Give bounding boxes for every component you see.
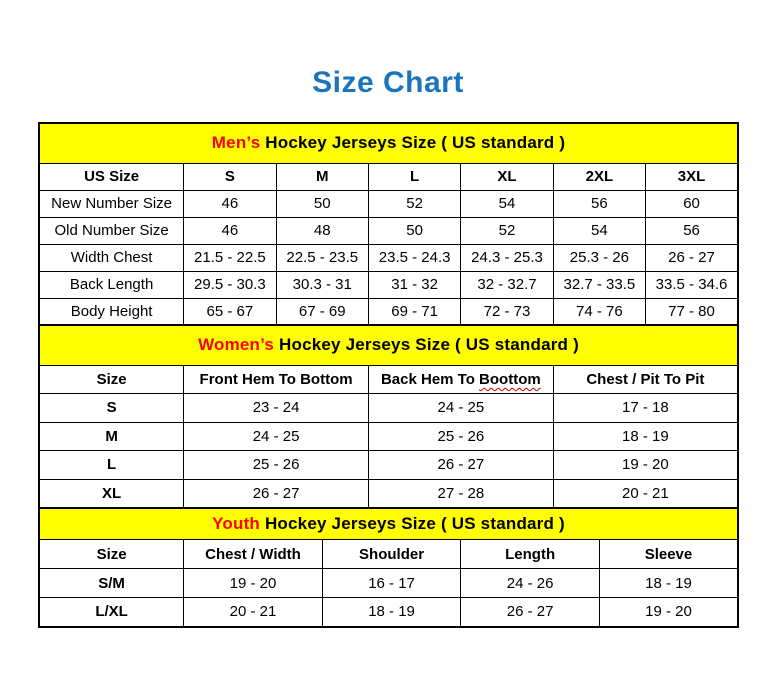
data-cell: 46: [184, 217, 276, 244]
data-cell: 27 - 28: [368, 479, 553, 508]
data-cell: 46: [184, 190, 276, 217]
row-label: S: [39, 394, 184, 423]
youth-header-row: [39, 540, 738, 569]
section-title-rest: Hockey Jerseys Size ( US standard ): [260, 513, 565, 533]
column-header: Chest / Width: [184, 540, 323, 569]
data-cell: 23.5 - 24.3: [368, 244, 460, 271]
data-cell: 16 - 17: [322, 569, 461, 598]
data-cell: 52: [461, 217, 553, 244]
mens-size-table: [38, 122, 739, 326]
table-row: [39, 244, 738, 271]
data-cell: 19 - 20: [553, 451, 738, 480]
column-header: Size: [39, 540, 184, 569]
data-cell: 56: [553, 190, 645, 217]
data-cell: 56: [646, 217, 738, 244]
data-cell: 50: [368, 217, 460, 244]
data-cell: 18 - 19: [322, 598, 461, 627]
column-header: L: [368, 163, 460, 190]
data-cell: 74 - 76: [553, 298, 645, 325]
data-cell: 20 - 21: [553, 479, 738, 508]
column-header: Sleeve: [599, 540, 738, 569]
data-cell: 17 - 18: [553, 394, 738, 423]
data-cell: 19 - 20: [599, 598, 738, 627]
data-cell: 24 - 25: [368, 394, 553, 423]
data-cell: 18 - 19: [599, 569, 738, 598]
mens-band-row: [39, 123, 738, 163]
data-cell: 72 - 73: [461, 298, 553, 325]
data-cell: 25 - 26: [184, 451, 369, 480]
column-header: Back Hem To Boottom: [368, 365, 553, 394]
data-cell: 18 - 19: [553, 422, 738, 451]
data-cell: 26 - 27: [461, 598, 600, 627]
column-header: Shoulder: [322, 540, 461, 569]
table-row: [39, 451, 738, 480]
row-label: L: [39, 451, 184, 480]
row-label: S/M: [39, 569, 184, 598]
section-title-rest: Hockey Jerseys Size ( US standard ): [260, 133, 566, 153]
table-row: [39, 394, 738, 423]
column-header: Length: [461, 540, 600, 569]
youth-band-row: [39, 508, 738, 540]
data-cell: 23 - 24: [184, 394, 369, 423]
data-cell: 30.3 - 31: [276, 271, 368, 298]
data-cell: 54: [461, 190, 553, 217]
youth-section-title: [39, 508, 738, 540]
table-row: [39, 217, 738, 244]
row-label: Width Chest: [39, 244, 184, 271]
data-cell: 19 - 20: [184, 569, 323, 598]
row-label: Old Number Size: [39, 217, 184, 244]
column-header: Chest / Pit To Pit: [553, 365, 738, 394]
mens-section-title: [39, 123, 738, 163]
page-title: Size Chart: [312, 66, 464, 99]
mens-header-row: [39, 163, 738, 190]
table-row: [39, 422, 738, 451]
row-label: New Number Size: [39, 190, 184, 217]
womens-size-table: [38, 324, 739, 509]
womens-band-row: [39, 325, 738, 365]
data-cell: 65 - 67: [184, 298, 276, 325]
data-cell: 21.5 - 22.5: [184, 244, 276, 271]
table-row: [39, 569, 738, 598]
row-label: Back Length: [39, 271, 184, 298]
data-cell: 32.7 - 33.5: [553, 271, 645, 298]
data-cell: 31 - 32: [368, 271, 460, 298]
size-tables: [38, 122, 739, 628]
column-header: US Size: [39, 163, 184, 190]
data-cell: 25.3 - 26: [553, 244, 645, 271]
data-cell: 20 - 21: [184, 598, 323, 627]
table-row: [39, 598, 738, 627]
data-cell: 26 - 27: [184, 479, 369, 508]
row-label: M: [39, 422, 184, 451]
table-row: [39, 479, 738, 508]
data-cell: 26 - 27: [646, 244, 738, 271]
column-header: 2XL: [553, 163, 645, 190]
womens-section-title: [39, 325, 738, 365]
data-cell: 25 - 26: [368, 422, 553, 451]
column-header: S: [184, 163, 276, 190]
data-cell: 26 - 27: [368, 451, 553, 480]
data-cell: 69 - 71: [368, 298, 460, 325]
column-header: M: [276, 163, 368, 190]
column-header: 3XL: [646, 163, 738, 190]
data-cell: 48: [276, 217, 368, 244]
column-header: XL: [461, 163, 553, 190]
section-title-rest: Hockey Jerseys Size ( US standard ): [274, 335, 579, 355]
table-row: [39, 298, 738, 325]
column-header: Front Hem To Bottom: [184, 365, 369, 394]
data-cell: 60: [646, 190, 738, 217]
data-cell: 52: [368, 190, 460, 217]
column-header: Size: [39, 365, 184, 394]
table-row: [39, 271, 738, 298]
data-cell: 67 - 69: [276, 298, 368, 325]
data-cell: 77 - 80: [646, 298, 738, 325]
data-cell: 54: [553, 217, 645, 244]
data-cell: 50: [276, 190, 368, 217]
data-cell: 24 - 25: [184, 422, 369, 451]
data-cell: 29.5 - 30.3: [184, 271, 276, 298]
table-row: [39, 190, 738, 217]
data-cell: 24.3 - 25.3: [461, 244, 553, 271]
misspelled-word: Boottom: [479, 370, 541, 388]
womens-header-row: [39, 365, 738, 394]
data-cell: 22.5 - 23.5: [276, 244, 368, 271]
section-title-accent: Youth: [212, 513, 261, 533]
data-cell: 24 - 26: [461, 569, 600, 598]
row-label: Body Height: [39, 298, 184, 325]
row-label: XL: [39, 479, 184, 508]
data-cell: 33.5 - 34.6: [646, 271, 738, 298]
section-title-accent: Men’s: [211, 133, 261, 153]
section-title-accent: Women’s: [198, 335, 275, 355]
data-cell: 32 - 32.7: [461, 271, 553, 298]
youth-size-table: [38, 507, 739, 628]
row-label: L/XL: [39, 598, 184, 627]
